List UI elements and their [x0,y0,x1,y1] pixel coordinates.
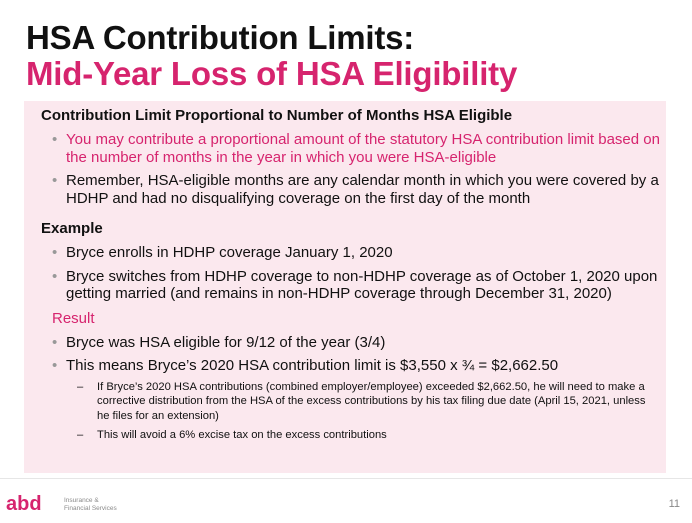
page-number: 11 [668,498,680,510]
sub-bullet-text: This will avoid a 6% excise tax on the excess contributions [97,429,387,441]
sub-bullet-text: If Bryce’s 2020 HSA contributions (combined employer/employee) exceeded $2,662.50, he will need to make a corrective distribution from the HSA of the excess contributions by his tax filing due date (April 15, 2021, unless he files for an extension) [97,380,646,422]
bullet-text: Bryce enrolls in HDHP coverage January 1, 2020 [66,244,393,261]
bullet-dot: • [52,333,58,351]
abd-logo [6,493,66,515]
bullet-dot: • [52,172,58,189]
company-line1: Insurance & [64,497,99,504]
bullet-dot: • [52,244,58,261]
bullet-dot: • [52,357,58,374]
bullet-dot: • [52,131,58,148]
result-label: Result [52,309,95,327]
sub-bullet-item [41,428,661,443]
logo-text: abd [6,493,42,515]
bullet-text: This means Bryce’s 2020 HSA contribution limit is $3,550 x ¾ = $2,662.50 [66,357,559,374]
slide-title-line2: Mid-Year Loss of HSA Eligibility [26,55,518,92]
sub-bullet-dash: – [77,429,84,441]
company-line2: Financial Services [64,504,117,512]
bullet-item [41,244,661,262]
bullet-text: You may contribute a proportional amount of the statutory HSA contribution limit based on the number of months in the year in which you were HSA-eligible [66,131,660,166]
bullet-item [41,357,661,375]
bullet-text: Bryce switches from HDHP coverage to non-HDHP coverage as of October 1, 2020 upon getting married (and remains in non-HDHP coverage through December 31, 2020) [66,267,658,302]
sub-bullet-dash: – [77,380,84,393]
footer-divider [0,478,692,479]
company-name [64,497,117,512]
bullet-text: Bryce was HSA eligible for 9/12 of the year (3/4) [66,333,386,351]
bullet-text: Remember, HSA-eligible months are any calendar month in which you were covered by a HDHP and had no disqualifying coverage on the first day of the month [66,172,659,207]
slide-content [41,107,661,443]
sub-bullet-item [41,380,661,424]
bullet-item [41,268,661,303]
bullet-item [41,334,661,352]
bullet-item [41,172,661,207]
slide-title-line1: HSA Contribution Limits: [26,19,415,56]
section-heading: Contribution Limit Proportional to Number of Months HSA Eligible [41,107,513,124]
example-heading: Example [41,220,103,237]
bullet-dot: • [52,267,58,285]
bullet-item [41,131,661,166]
